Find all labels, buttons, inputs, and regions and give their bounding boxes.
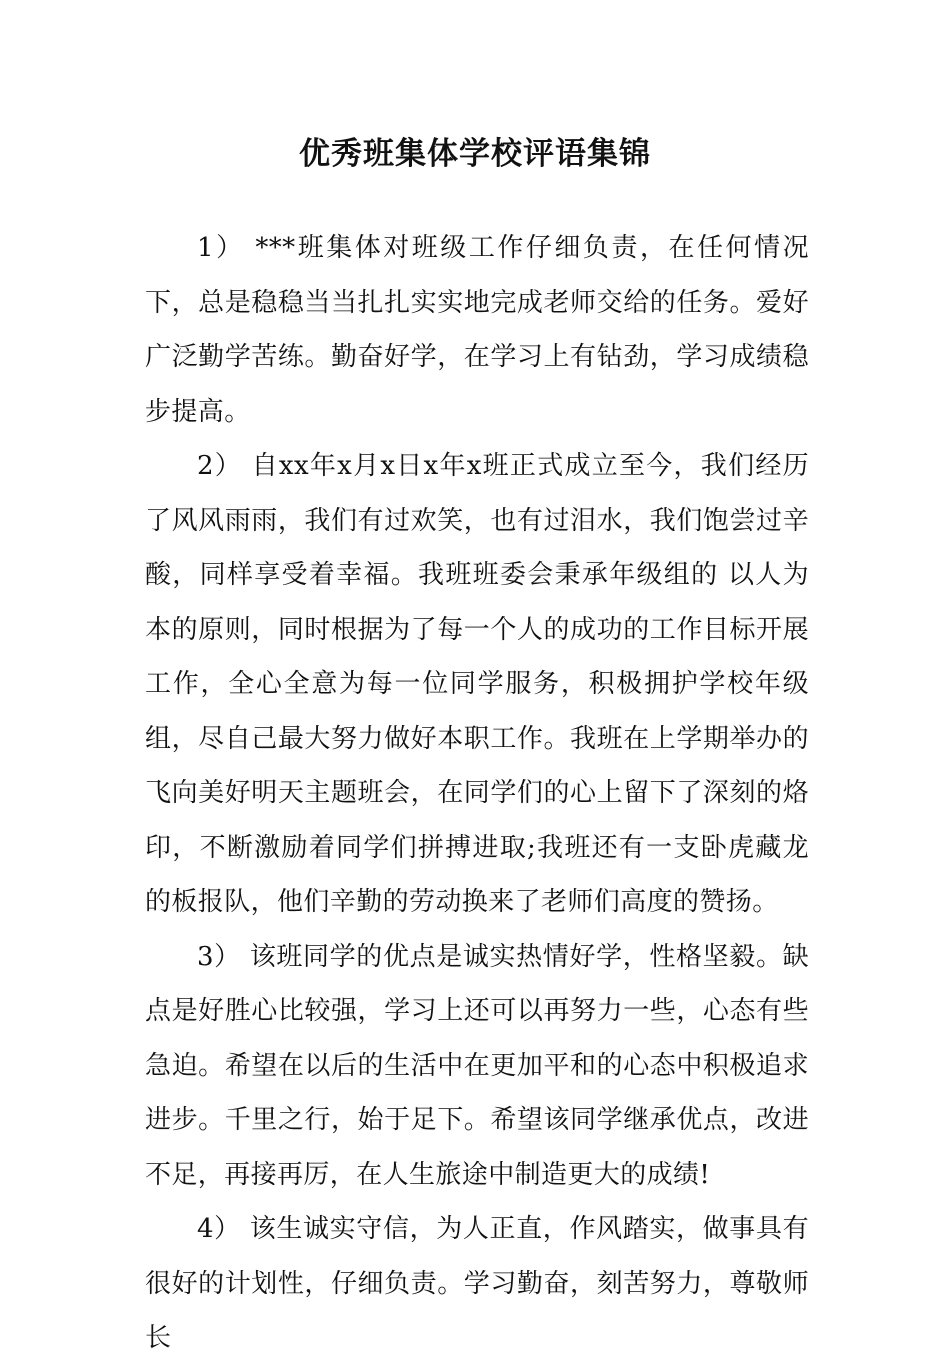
- document-body: [145, 221, 809, 1366]
- document-title: 优秀班集体学校评语集锦: [299, 136, 651, 172]
- paragraph-4: 4） 该生诚实守信，为人正直，作风踏实，做事具有很好的计划性，仔细负责。学习勤奋，刻苦努力，尊敬师长: [145, 1214, 809, 1353]
- paragraph-2: 2） 自xx年x月x日x年x班正式成立至今，我们经历了风风雨雨，我们有过欢笑，也有过泪水，我们饱尝过辛酸，同样享受着幸福。我班班委会秉承年级组的 以人为本的原则，同时根据为了每一个人的成功的工作目标开展工作，全心全意为每一位同学服务，积极拥护学校年级组，尽自己最大努力做好本职工作。我班在上学期举办的飞向美好明天主题班会，在同学们的心上留下了深刻的烙印，不断激励着同学们拼搏进取;我班还有一支卧虎藏龙的板报队，他们辛勤的劳动换来了老师们高度的赞扬。: [145, 451, 809, 917]
- paragraph-1: 1） ***班集体对班级工作仔细负责，在任何情况下，总是稳稳当当扎扎实实地完成老师交给的任务。爱好广泛勤学苦练。勤奋好学，在学习上有钻劲，学习成绩稳步提高。: [145, 233, 809, 427]
- paragraph-3: 3） 该班同学的优点是诚实热情好学，性格坚毅。缺点是好胜心比较强，学习上还可以再努力一些，心态有些急迫。希望在以后的生活中在更加平和的心态中积极追求进步。千里之行，始于足下。希望该同学继承优点，改进不足，再接再厉，在人生旅途中制造更大的成绩!: [145, 941, 809, 1190]
